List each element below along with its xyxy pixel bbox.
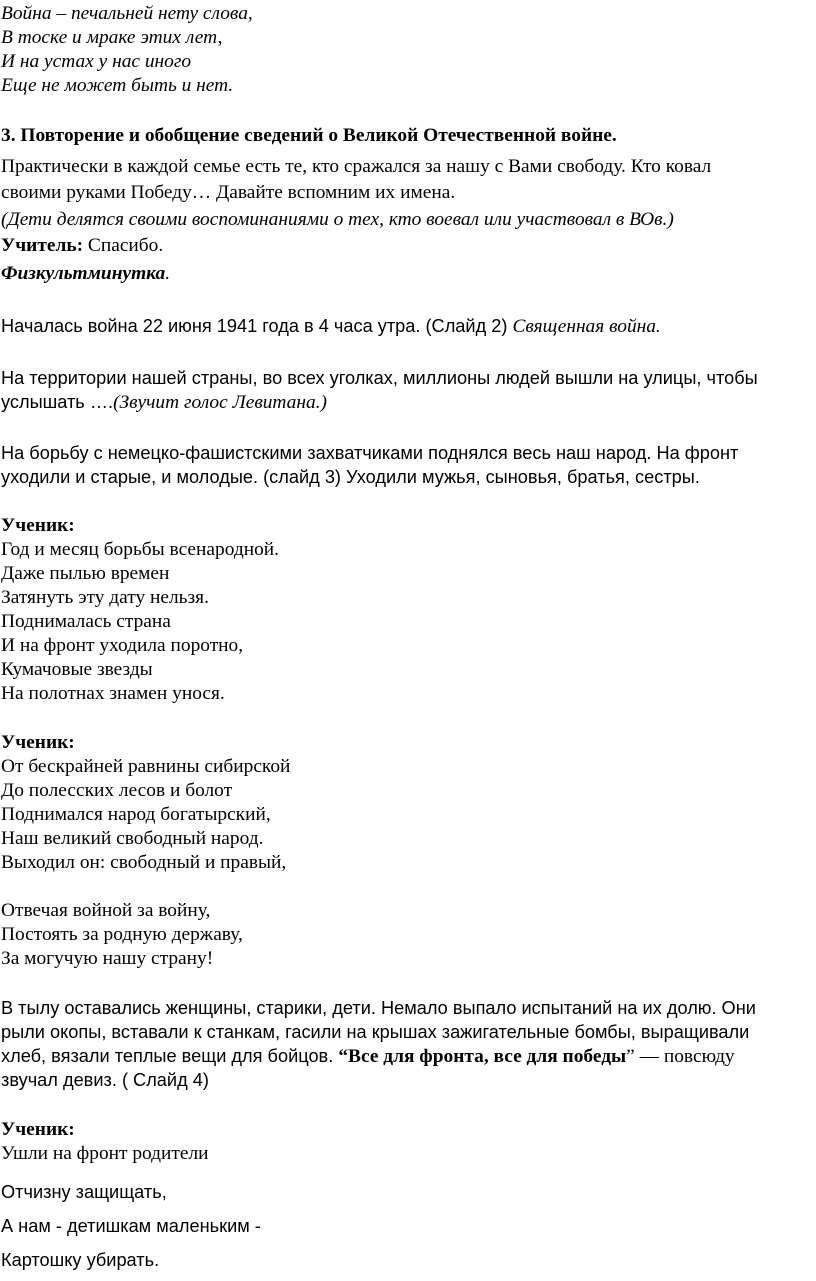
- verse-line: Год и месяц борьбы всенародной.: [1, 539, 280, 560]
- levitan-note: (Звучит голос Левитана.): [113, 392, 327, 413]
- verse-line: И на фронт уходила поротно,: [1, 635, 244, 656]
- verse-line: За могучую нашу страну!: [1, 948, 214, 969]
- verse-line: Постоять за родную державу,: [1, 924, 243, 945]
- student-label: Ученик:: [1, 1119, 75, 1140]
- war-start-text: Началась война 22 июня 1941 года в 4 часа утра. (Слайд 2): [1, 316, 513, 336]
- paragraph-line: уходили и старые, и молодые. (слайд 3) Уходили мужья, сыновья, братья, сестры.: [1, 467, 700, 487]
- verse-line: А нам - детишкам маленьким -: [1, 1216, 261, 1236]
- territory-text: услышать ….: [1, 392, 114, 412]
- verse-line: Картошку убирать.: [1, 1250, 160, 1270]
- teacher-line: [1, 234, 163, 258]
- student-label: Ученик:: [1, 515, 75, 536]
- student-label: Ученик:: [1, 732, 75, 753]
- paragraph-line: [1, 1044, 735, 1069]
- verse-line: Отвечая войной за войну,: [1, 900, 211, 921]
- paragraph-line: звучал девиз. ( Слайд 4): [1, 1070, 209, 1090]
- poem-line: И на устах у нас иного: [1, 51, 192, 72]
- paragraph-line: Практически в каждой семье есть те, кто сражался за нашу с Вами свободу. Кто ковал: [1, 156, 712, 177]
- verse-line: На полотнах знамен унося.: [1, 683, 225, 704]
- verse-line: Поднимался народ богатырский,: [1, 804, 271, 825]
- fizkult-line: [1, 262, 170, 286]
- paragraph-line: рыли окопы, вставали к станкам, гасили на крышах зажигательные бомбы, выращивали: [1, 1022, 750, 1042]
- verse-line: Наш великий свободный народ.: [1, 828, 264, 849]
- verse-line: Затянуть эту дату нельзя.: [1, 587, 209, 608]
- verse-line: Отчизну защищать,: [1, 1182, 167, 1202]
- paragraph-line: [1, 390, 327, 415]
- poem-line: Еще не может быть и нет.: [1, 75, 234, 96]
- verse-line: Ушли на фронт родители: [1, 1143, 209, 1164]
- paragraph-line: На территории нашей страны, во всех уголках, миллионы людей вышли на улицы, чтобы: [1, 368, 758, 388]
- war-start-line: [1, 314, 661, 339]
- teacher-text: Спасибо.: [83, 235, 164, 256]
- slogan: “Все для фронта, все для победы: [338, 1046, 627, 1067]
- poem-line: Война – печальней нету слова,: [1, 3, 253, 24]
- verse-line: Даже пылью времен: [1, 563, 170, 584]
- rear-text: хлеб, вязали теплые вещи для бойцов.: [1, 1046, 339, 1066]
- paragraph-line: В тылу оставались женщины, старики, дети. Немало выпало испытаний на их долю. Они: [1, 998, 756, 1018]
- paragraph-line: своими руками Победу… Давайте вспомним их имена.: [1, 182, 456, 203]
- rear-text-end: ” — повсюду: [626, 1046, 735, 1067]
- paragraph-line: На борьбу с немецко-фашистскими захватчиками поднялся весь наш народ. На фронт: [1, 443, 739, 463]
- verse-line: От бескрайней равнины сибирской: [1, 756, 291, 777]
- section-heading: 3. Повторение и обобщение сведений о Великой Отечественной войне.: [1, 125, 617, 146]
- fizkult-dot: .: [165, 263, 171, 284]
- verse-line: До полесских лесов и болот: [1, 780, 233, 801]
- children-note: (Дети делятся своими воспоминаниями о тех, кто воевал или участвовал в ВОв.): [1, 209, 674, 230]
- verse-line: Кумачовые звезды: [1, 659, 153, 680]
- teacher-label: Учитель:: [1, 235, 84, 256]
- song-dot: .: [655, 316, 662, 336]
- poem-line: В тоске и мраке этих лет,: [1, 27, 223, 48]
- verse-line: Выходил он: свободный и правый,: [1, 852, 287, 873]
- song-title: Священная война: [512, 316, 656, 337]
- fizkult-label: Физкультминутка: [1, 263, 166, 284]
- verse-line: Поднималась страна: [1, 611, 171, 632]
